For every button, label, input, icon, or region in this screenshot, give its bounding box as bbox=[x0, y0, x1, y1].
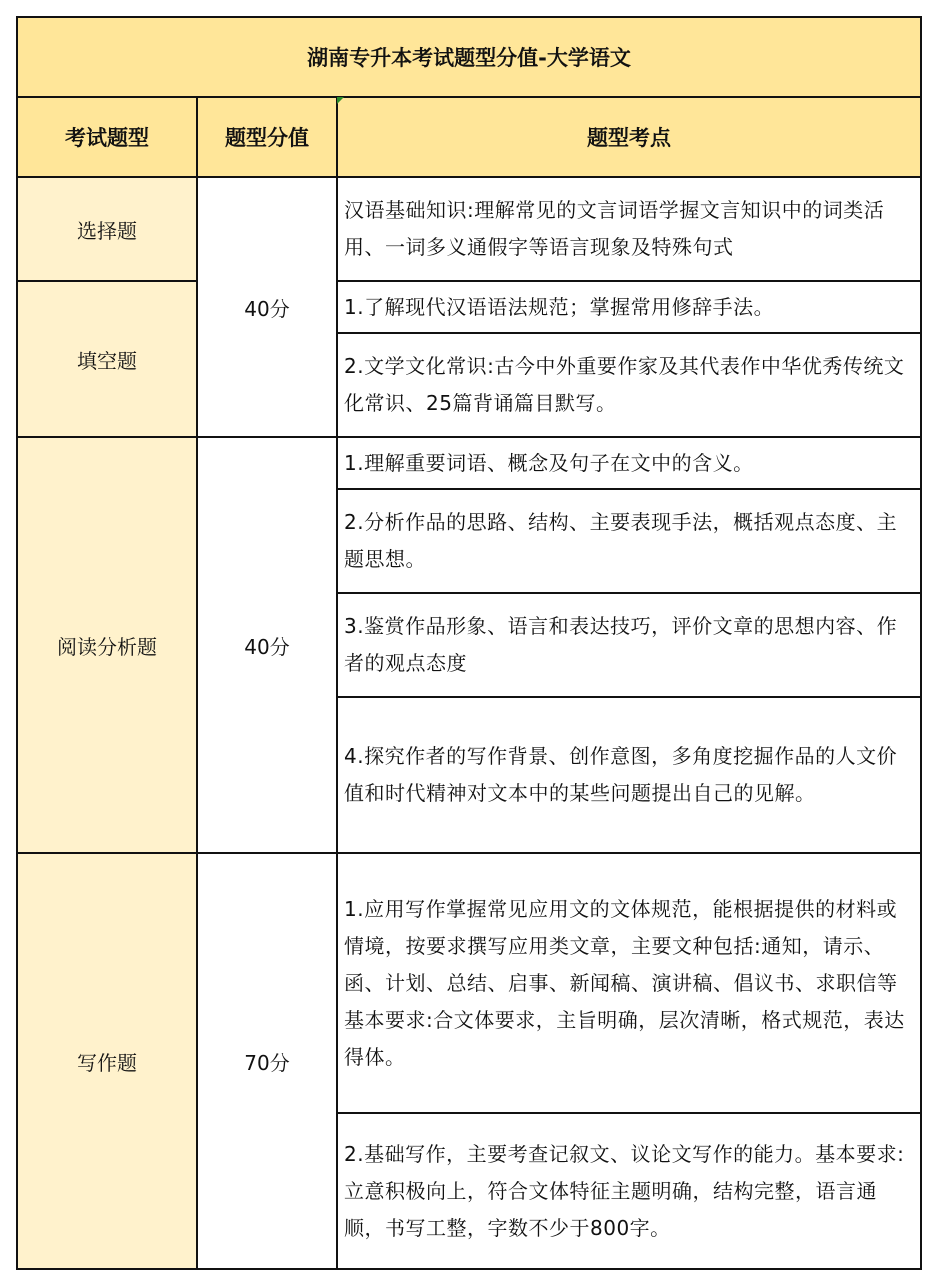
point-fill-1: 1.了解现代汉语语法规范；掌握常用修辞手法。 bbox=[337, 281, 921, 333]
header-points: 题型考点 bbox=[337, 97, 921, 177]
table-title: 湖南专升本考试题型分值-大学语文 bbox=[17, 17, 921, 97]
point-reading-2: 2.分析作品的思路、结构、主要表现手法，概括观点态度、主题思想。 bbox=[337, 489, 921, 593]
header-exam-type: 考试题型 bbox=[17, 97, 197, 177]
header-score: 题型分值 bbox=[197, 97, 337, 177]
type-choice: 选择题 bbox=[17, 177, 197, 281]
type-fill: 填空题 bbox=[17, 281, 197, 437]
point-reading-4: 4.探究作者的写作背景、创作意图，多角度挖掘作品的人文价值和时代精神对文本中的某些问题提出自己的见解。 bbox=[337, 697, 921, 853]
point-writing-1: 1.应用写作掌握常见应用文的文体规范，能根据提供的材料或情境，按要求撰写应用类文章，主要文种包括:通知，请示、函、计划、总结、启事、新闻稿、演讲稿、倡议书、求职信等基本要求:合文体要求，主旨明确，层次清晰，格式规范，表达得体。 bbox=[337, 853, 921, 1113]
point-writing-2: 2.基础写作，主要考查记叙文、议论文写作的能力。基本要求:立意积极向上，符合文体特征主题明确，结构完整，语言通顺，书写工整，字数不少于800字。 bbox=[337, 1113, 921, 1269]
point-reading-1: 1.理解重要词语、概念及句子在文中的含义。 bbox=[337, 437, 921, 489]
exam-score-table bbox=[16, 16, 922, 1270]
score-reading: 40分 bbox=[197, 437, 337, 853]
point-fill-2: 2.文学文化常识:古今中外重要作家及其代表作中华优秀传统文化常识、25篇背诵篇目默写。 bbox=[337, 333, 921, 437]
type-writing: 写作题 bbox=[17, 853, 197, 1269]
point-choice: 汉语基础知识:理解常见的文言词语学握文言知识中的词类活用、一词多义通假字等语言现象及特殊句式 bbox=[337, 177, 921, 281]
cell-comment-marker bbox=[337, 97, 344, 104]
type-reading: 阅读分析题 bbox=[17, 437, 197, 853]
score-choice-fill: 40分 bbox=[197, 177, 337, 437]
point-reading-3: 3.鉴赏作品形象、语言和表达技巧，评价文章的思想内容、作者的观点态度 bbox=[337, 593, 921, 697]
score-writing: 70分 bbox=[197, 853, 337, 1269]
